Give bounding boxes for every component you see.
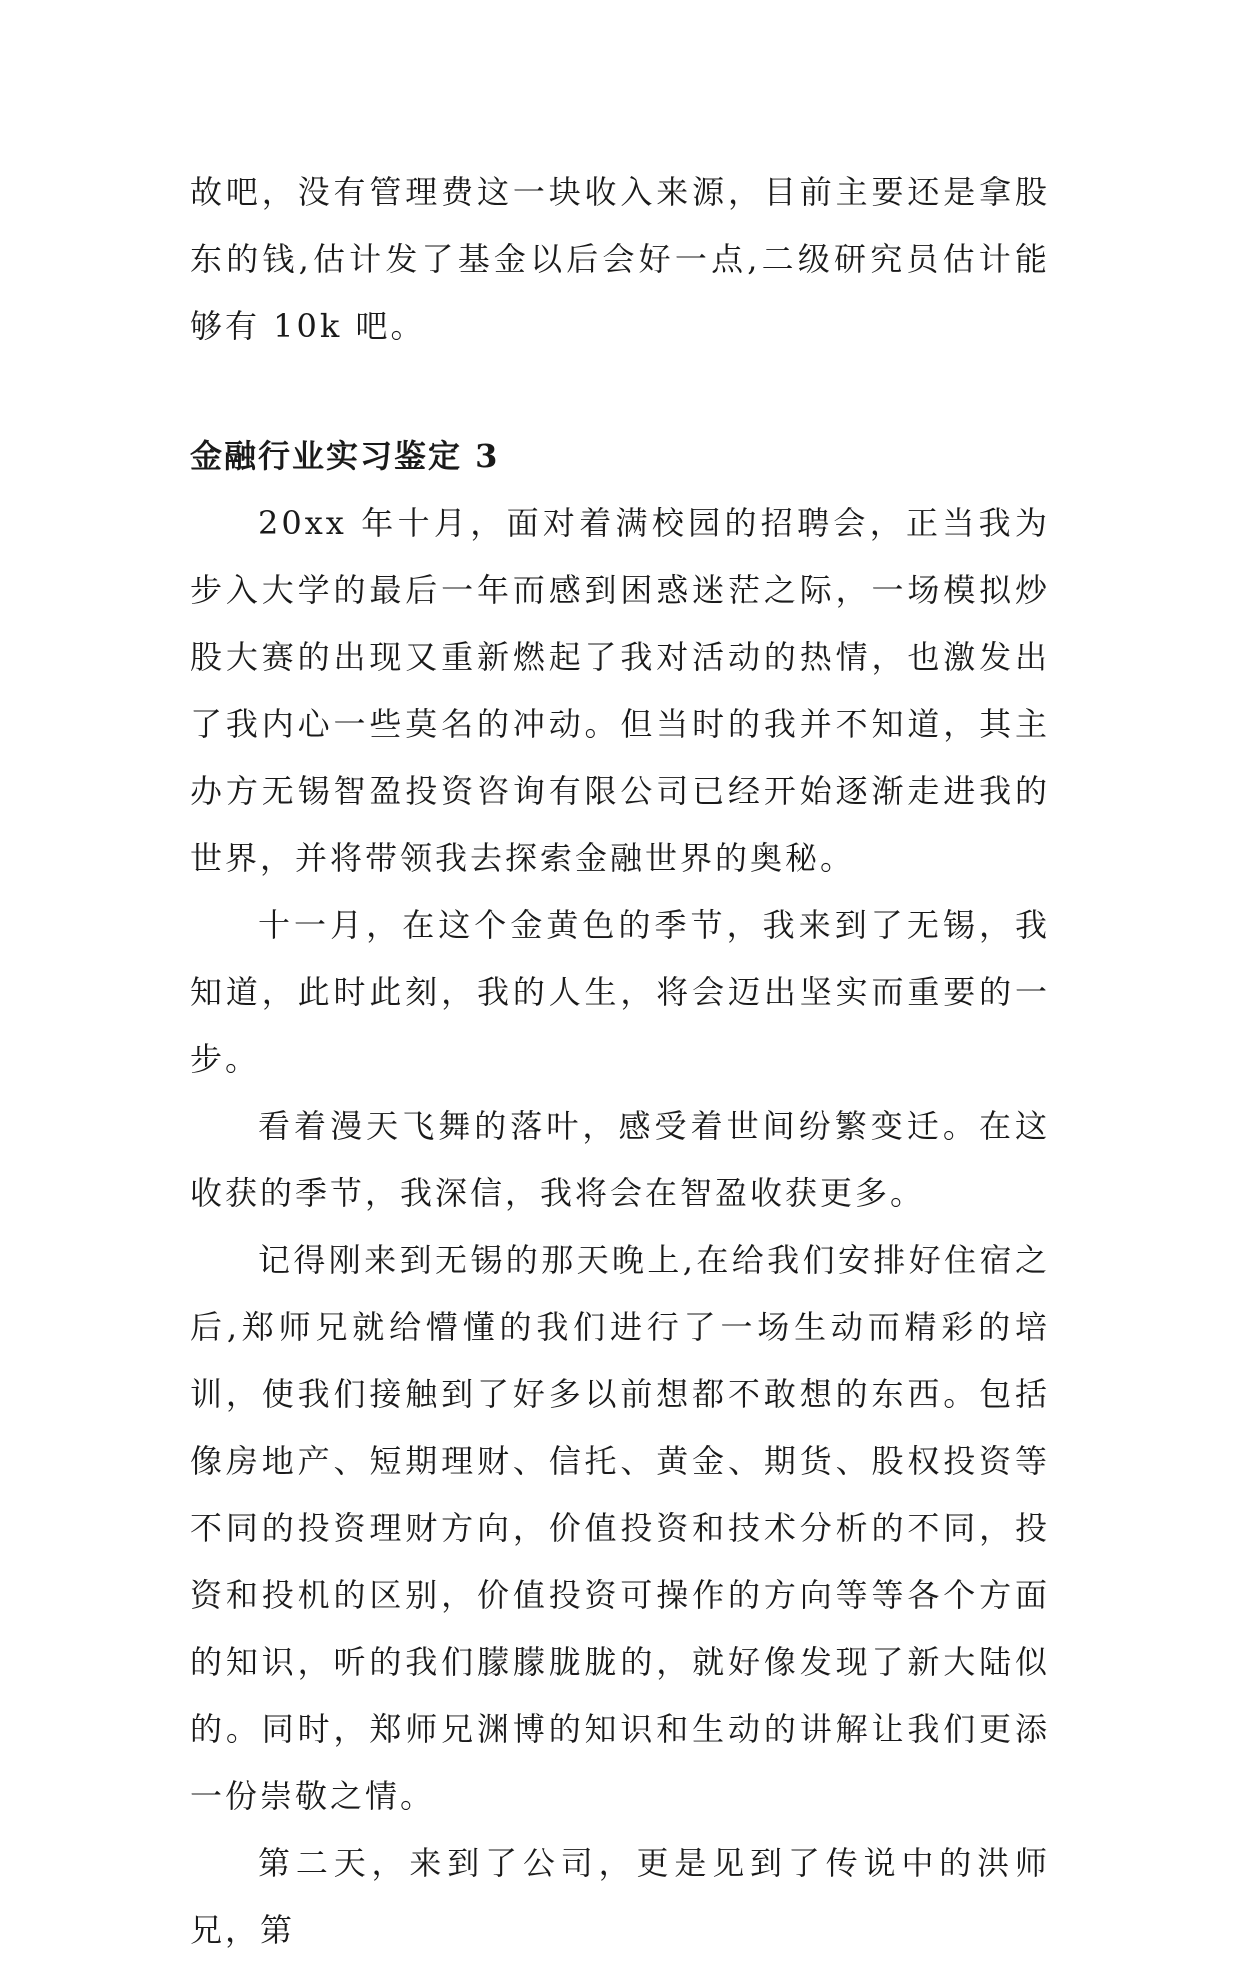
document-body: [190, 159, 1050, 1964]
paragraph: 十一月，在这个金黄色的季节，我来到了无锡，我知道，此时此刻，我的人生，将会迈出坚实而重要的一步。: [190, 906, 1050, 1078]
section-title: 金融行业实习鉴定 3: [190, 437, 500, 475]
paragraph: 20xx 年十月，面对着满校园的招聘会，正当我为步入大学的最后一年而感到困惑迷茫之际，一场模拟炒股大赛的出现又重新燃起了我对活动的热情，也激发出了我内心一些莫名的冲动。但当时的我并不知道，其主办方无锡智盈投资咨询有限公司已经开始逐渐走进我的世界，并将带领我去探索金融世界的奥秘。: [190, 504, 1050, 877]
paragraph: 记得刚来到无锡的那天晚上,在给我们安排好住宿之后,郑师兄就给懵懂的我们进行了一场生动而精彩的培训，使我们接触到了好多以前想都不敢想的东西。包括像房地产、短期理财、信托、黄金、期货、股权投资等不同的投资理财方向，价值投资和技术分析的不同，投资和投机的区别，价值投资可操作的方向等等各个方面的知识，听的我们朦朦胧胧的，就好像发现了新大陆似的。同时，郑师兄渊博的知识和生动的讲解让我们更添一份崇敬之情。: [190, 1241, 1050, 1815]
paragraph: 第二天，来到了公司，更是见到了传说中的洪师兄，第: [190, 1844, 1050, 1949]
paragraph: 看着漫天飞舞的落叶，感受着世间纷繁变迁。在这收获的季节，我深信，我将会在智盈收获更多。: [190, 1107, 1050, 1212]
intro-paragraph: 故吧，没有管理费这一块收入来源，目前主要还是拿股东的钱,估计发了基金以后会好一点,二级研究员估计能够有 10k 吧。: [190, 173, 1050, 345]
